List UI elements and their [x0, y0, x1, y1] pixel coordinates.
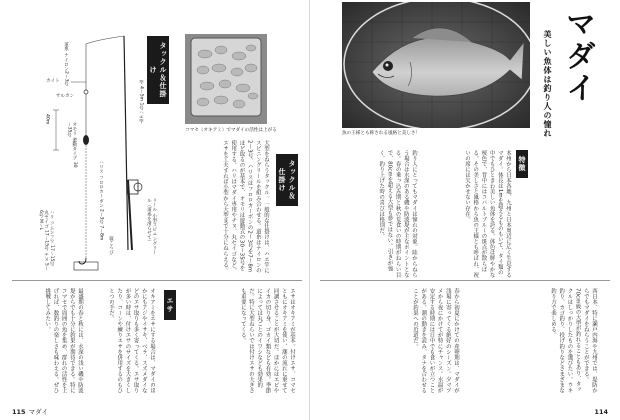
- left-folio: [12, 407, 48, 416]
- bait-photo: [185, 34, 267, 124]
- harris-label: ハリス フロロカーボン 2～3号 7～8m: [98, 160, 104, 241]
- measure-label: 40m: [44, 114, 50, 125]
- reel-label: リール 小型スピニングリール（道糸を滑らせて）: [146, 198, 157, 255]
- tackle-subheading: タックル＆仕掛け: [276, 154, 298, 206]
- right-folio: [594, 408, 608, 416]
- page-title: マダイ: [560, 8, 595, 104]
- bait-text: エサはオキアミが基本。付けエサ、コマセともにオキアミを使い、潮の流れに乗せて同調させることが大切だ。ほかにはエビやイカの切り身、ゴカイ類なども有効。季節によっては丸ごとのイワシなども効果的だ。特に大型ねらいでは付けエサの大きさも重要になってくる。: [239, 288, 295, 394]
- season-text-2: 春から初夏にかけての産卵期は、マダイが浅場に寄ってくる絶好のシーズン。夕マヅメから夜にかけてが特にチャンス。水温が安定する時期には日中でも食いが立つことがある。潮の動きを読み、タナを合わせることが釣果への近道だ。: [411, 288, 459, 394]
- feature-heading: 特徴: [516, 150, 528, 178]
- season-text: 西日本、特に瀬戸内海や九州では、堤防からでもマダイをねらうことができる。70cm級の大型が釣れることもあり、タックルはしっかりしたものを選びたい。ウキ釣り、カゴ釣り、投げ釣りなどさまざまな釣り方で楽しめる。: [549, 288, 597, 394]
- left-divider: [12, 280, 302, 281]
- tackle-heading: タックル＆仕掛け: [147, 36, 169, 104]
- right-divider: [320, 280, 610, 281]
- bait-heading: エサ: [164, 290, 176, 320]
- sinker-label: オモリ 遊動タイプ 30～35号: [66, 122, 77, 168]
- feature-text-2: 釣り人にとってもマダイは憧れの対象。陸からねらう場合は水深のある磯や防波堤が主なポイントとなる。春の乗っ込み期と秋の荒食いの時期がねらい目で、80cmを超える大型も夢ではない。引きが強く、釣り上げた時の喜びは格別だ。: [378, 150, 417, 278]
- left-page-number: 115: [12, 407, 26, 416]
- bait-photo-caption: コマセ（オキアミ）でマダイの活性は上がる: [185, 128, 277, 133]
- page-subtitle: 美しい魚体は釣り人の憧れ: [543, 30, 552, 138]
- right-page: [310, 0, 620, 420]
- left-running-head: マダイ: [28, 408, 48, 416]
- rod-spec-label: 竿 4～5m 1号ハエ竿: [138, 80, 144, 124]
- fish-photo-image: [342, 2, 530, 128]
- fish-photo: [342, 2, 530, 128]
- hook-label: ハリ コムシフワ 17～15号 丸セイゴ 17～15号 チヌ 5～6号 M～L: [38, 210, 54, 271]
- swivel-label: サルカン: [56, 94, 75, 99]
- left-column-4: 最盛期の春と秋には、水深の浅い磯や防波堤からでも十分に釣果が期待できる。特にコマセで周囲の魚を集め、群れの活性を上げれば、数釣りの楽しさも味わえる。ぜひ挑戦してみたい。: [44, 288, 83, 394]
- kite-label: カイト: [46, 79, 60, 84]
- fish-photo-caption: 魚の王様とも称される風格と美しさ！: [342, 131, 421, 136]
- feature-text: 本州から日本各地、九州と日本周辺に広く生息するマダイ。体長は1mを超えるものもいて、タイ類の中でもひときわ美しい魚体を誇る。体色は鮮やかな桜色で、背中にはコバルトブルーの斑点が散らばる。その美しさと風格から魚の王様とも呼ばれ、祝いの席には欠かせない存在。: [463, 150, 511, 278]
- tackle-text: 大型をねらうタックル。一般的な仕掛けは、ハエ竿にスピニングリールを組み合わせる。道糸はナイロンの2～3号、ハリスはフロロカーボンの2～3号を7～8mほど取るのが基本で、オモリは遊動式の30～35号を使用する。ハリはマダイ専用やチヌ、丸セイゴなど。エサを工夫すれば小型から大型まで十分にねらえる。: [221, 140, 269, 274]
- right-page-number: 114: [594, 408, 608, 416]
- bait-photo-image: [185, 34, 267, 124]
- left-column-3: オキアミをエサにする場合は、マダイのほかにもアジやイサキ、ベラ、スズメダイなどのエサ取りも多く寄ってくる。エサ取りが多い時は、付けエサのサイズを大きくしたり、コーンや練りエサを併用するのもひとつの手だ。: [107, 288, 155, 394]
- line-label: 道糸 ナイロン2～3号: [63, 42, 69, 87]
- ground-label: 寝ころび: [108, 236, 114, 255]
